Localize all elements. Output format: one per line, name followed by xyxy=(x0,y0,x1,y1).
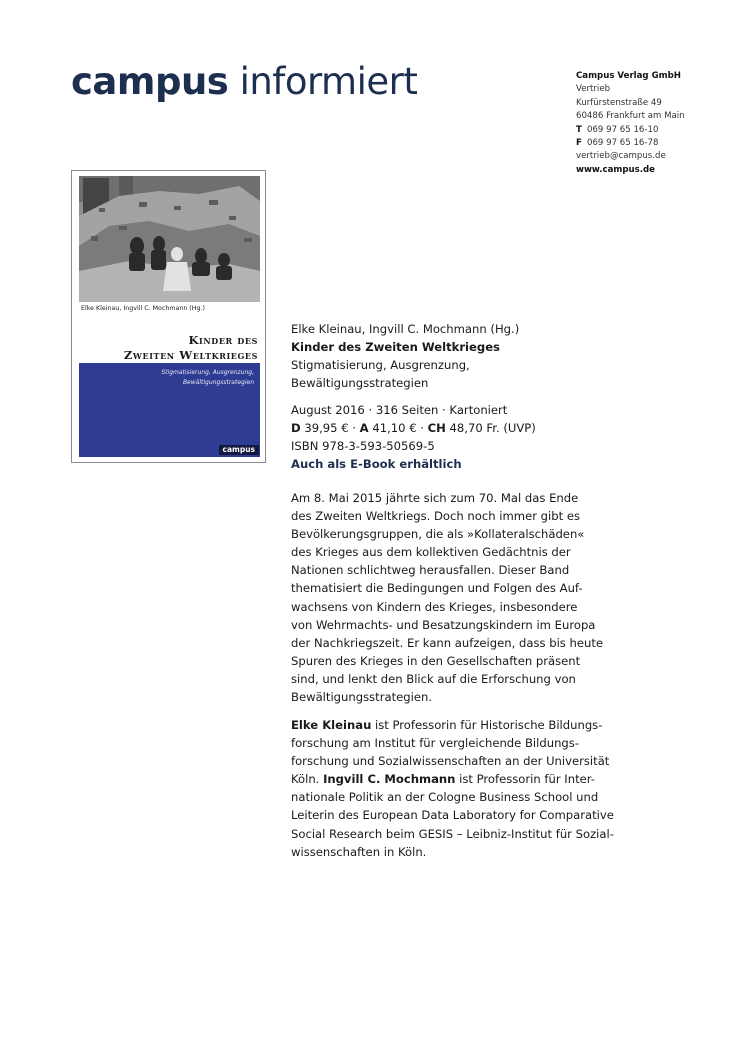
cover-subtitle-line2: Bewältigungsstrategien xyxy=(182,378,254,386)
price-ch-label: CH xyxy=(427,421,446,435)
description-line: Am 8. Mai 2015 jährte sich zum 70. Mal das Ende xyxy=(291,491,579,505)
book-isbn: ISBN 978-3-593-50569-5 xyxy=(291,439,435,453)
cover-publisher-badge: campus xyxy=(219,445,260,455)
price-a-label: A xyxy=(359,421,369,435)
book-subtitle-line2: Bewältigungsstrategien xyxy=(291,376,429,390)
phone-label: T xyxy=(576,124,582,135)
cover-photo-image xyxy=(79,176,260,302)
bio-line: Social Research beim GESIS – Leibniz-Institut für Sozial- xyxy=(291,826,614,841)
price-separator: · xyxy=(416,421,428,435)
bio-line xyxy=(291,716,611,734)
campus-logo xyxy=(71,60,417,104)
description-line: Bewältigungsstrategien. xyxy=(291,690,432,705)
description-line: sind, und lenkt den Blick auf die Erforschung von xyxy=(291,671,576,686)
cover-subtitle xyxy=(84,368,254,387)
price-a: 41,10 € xyxy=(372,421,417,435)
description-line: wachsens von Kindern des Krieges, insbesondere xyxy=(291,599,578,614)
contact-city: 60486 Frankfurt am Main xyxy=(576,111,685,122)
bio-line: Leiterin des European Data Laboratory for Comparative xyxy=(291,808,614,823)
bio-line: forschung am Institut für vergleichende Bildungs- xyxy=(291,736,580,751)
description-line: Nationen schlichtweg herausfallen. Dieser Band xyxy=(291,563,570,578)
description-line: von Wehrmachts- und Besatzungskindern im Europa xyxy=(291,617,596,632)
description-line: Bevölkerungsgruppen, die als »Kollateralschäden« xyxy=(291,527,585,542)
book-authors: Elke Kleinau, Ingvill C. Mochmann (Hg.) xyxy=(291,322,520,336)
author-bios xyxy=(291,716,614,861)
logo-suffix: informiert xyxy=(239,60,418,103)
book-info xyxy=(291,320,601,473)
price-d-label: D xyxy=(291,421,301,435)
bio-name-mochmann: Ingvill C. Mochmann xyxy=(323,772,456,787)
fax-label: F xyxy=(576,138,582,149)
bio-line: wissenschaften in Köln. xyxy=(291,844,427,859)
bio-line: forschung und Sozialwissenschaften an der Universität xyxy=(291,754,610,769)
cover-photo xyxy=(79,176,260,302)
bio-text: Köln. xyxy=(291,772,324,787)
cover-title-line1: Kinder des xyxy=(188,333,258,347)
phone-number: 069 97 65 16-10 xyxy=(587,124,659,135)
book-description xyxy=(291,489,611,706)
cover-title-line2: Zweiten Weltkrieges xyxy=(123,348,258,362)
bio-text: ist Professorin für Inter- xyxy=(455,772,595,787)
cover-authors: Elke Kleinau, Ingvill C. Mochmann (Hg.) xyxy=(81,305,205,312)
contact-phone xyxy=(576,124,736,137)
cover-subtitle-line1: Stigmatisierung, Ausgrenzung, xyxy=(161,369,254,376)
fax-number: 069 97 65 16-78 xyxy=(587,138,659,149)
contact-company: Campus Verlag GmbH xyxy=(576,71,681,81)
description-line: der Nachkriegszeit. Er kann aufzeigen, dass bis heute xyxy=(291,635,604,650)
contact-email[interactable]: vertrieb@campus.de xyxy=(576,151,666,162)
description-line: thematisiert die Bedingungen und Folgen des Auf- xyxy=(291,581,583,596)
price-ch: 48,70 Fr. (UVP) xyxy=(449,421,536,435)
cover-band xyxy=(79,363,260,457)
book-subtitle-line1: Stigmatisierung, Ausgrenzung, xyxy=(291,358,470,372)
logo-brand: campus xyxy=(71,60,229,103)
bio-text: ist Professorin für Historische Bildungs- xyxy=(371,718,603,732)
book-details: August 2016 · 316 Seiten · Kartoniert xyxy=(291,403,508,417)
bio-line: nationale Politik an der Cologne Business School und xyxy=(291,790,599,805)
ebook-notice[interactable]: Auch als E-Book erhältlich xyxy=(291,457,462,471)
book-title: Kinder des Zweiten Weltkrieges xyxy=(291,340,500,354)
contact-fax xyxy=(576,137,736,150)
book-cover xyxy=(71,170,266,463)
description-line: des Zweiten Weltkriegs. Doch noch immer gibt es xyxy=(291,509,581,524)
contact-street: Kurfürstenstraße 49 xyxy=(576,97,662,108)
publisher-contact xyxy=(576,70,736,177)
description-line: des Krieges aus dem kollektiven Gedächtnis der xyxy=(291,545,571,560)
book-prices xyxy=(291,419,601,437)
contact-website[interactable]: www.campus.de xyxy=(576,164,656,175)
description-line: Spuren des Krieges in den Gesellschaften präsent xyxy=(291,653,581,668)
price-separator: · xyxy=(348,421,360,435)
bio-name-kleinau: Elke Kleinau xyxy=(291,718,372,732)
bio-line xyxy=(291,770,611,788)
contact-department: Vertrieb xyxy=(576,84,611,95)
cover-title xyxy=(124,333,258,363)
price-d: 39,95 € xyxy=(304,421,349,435)
